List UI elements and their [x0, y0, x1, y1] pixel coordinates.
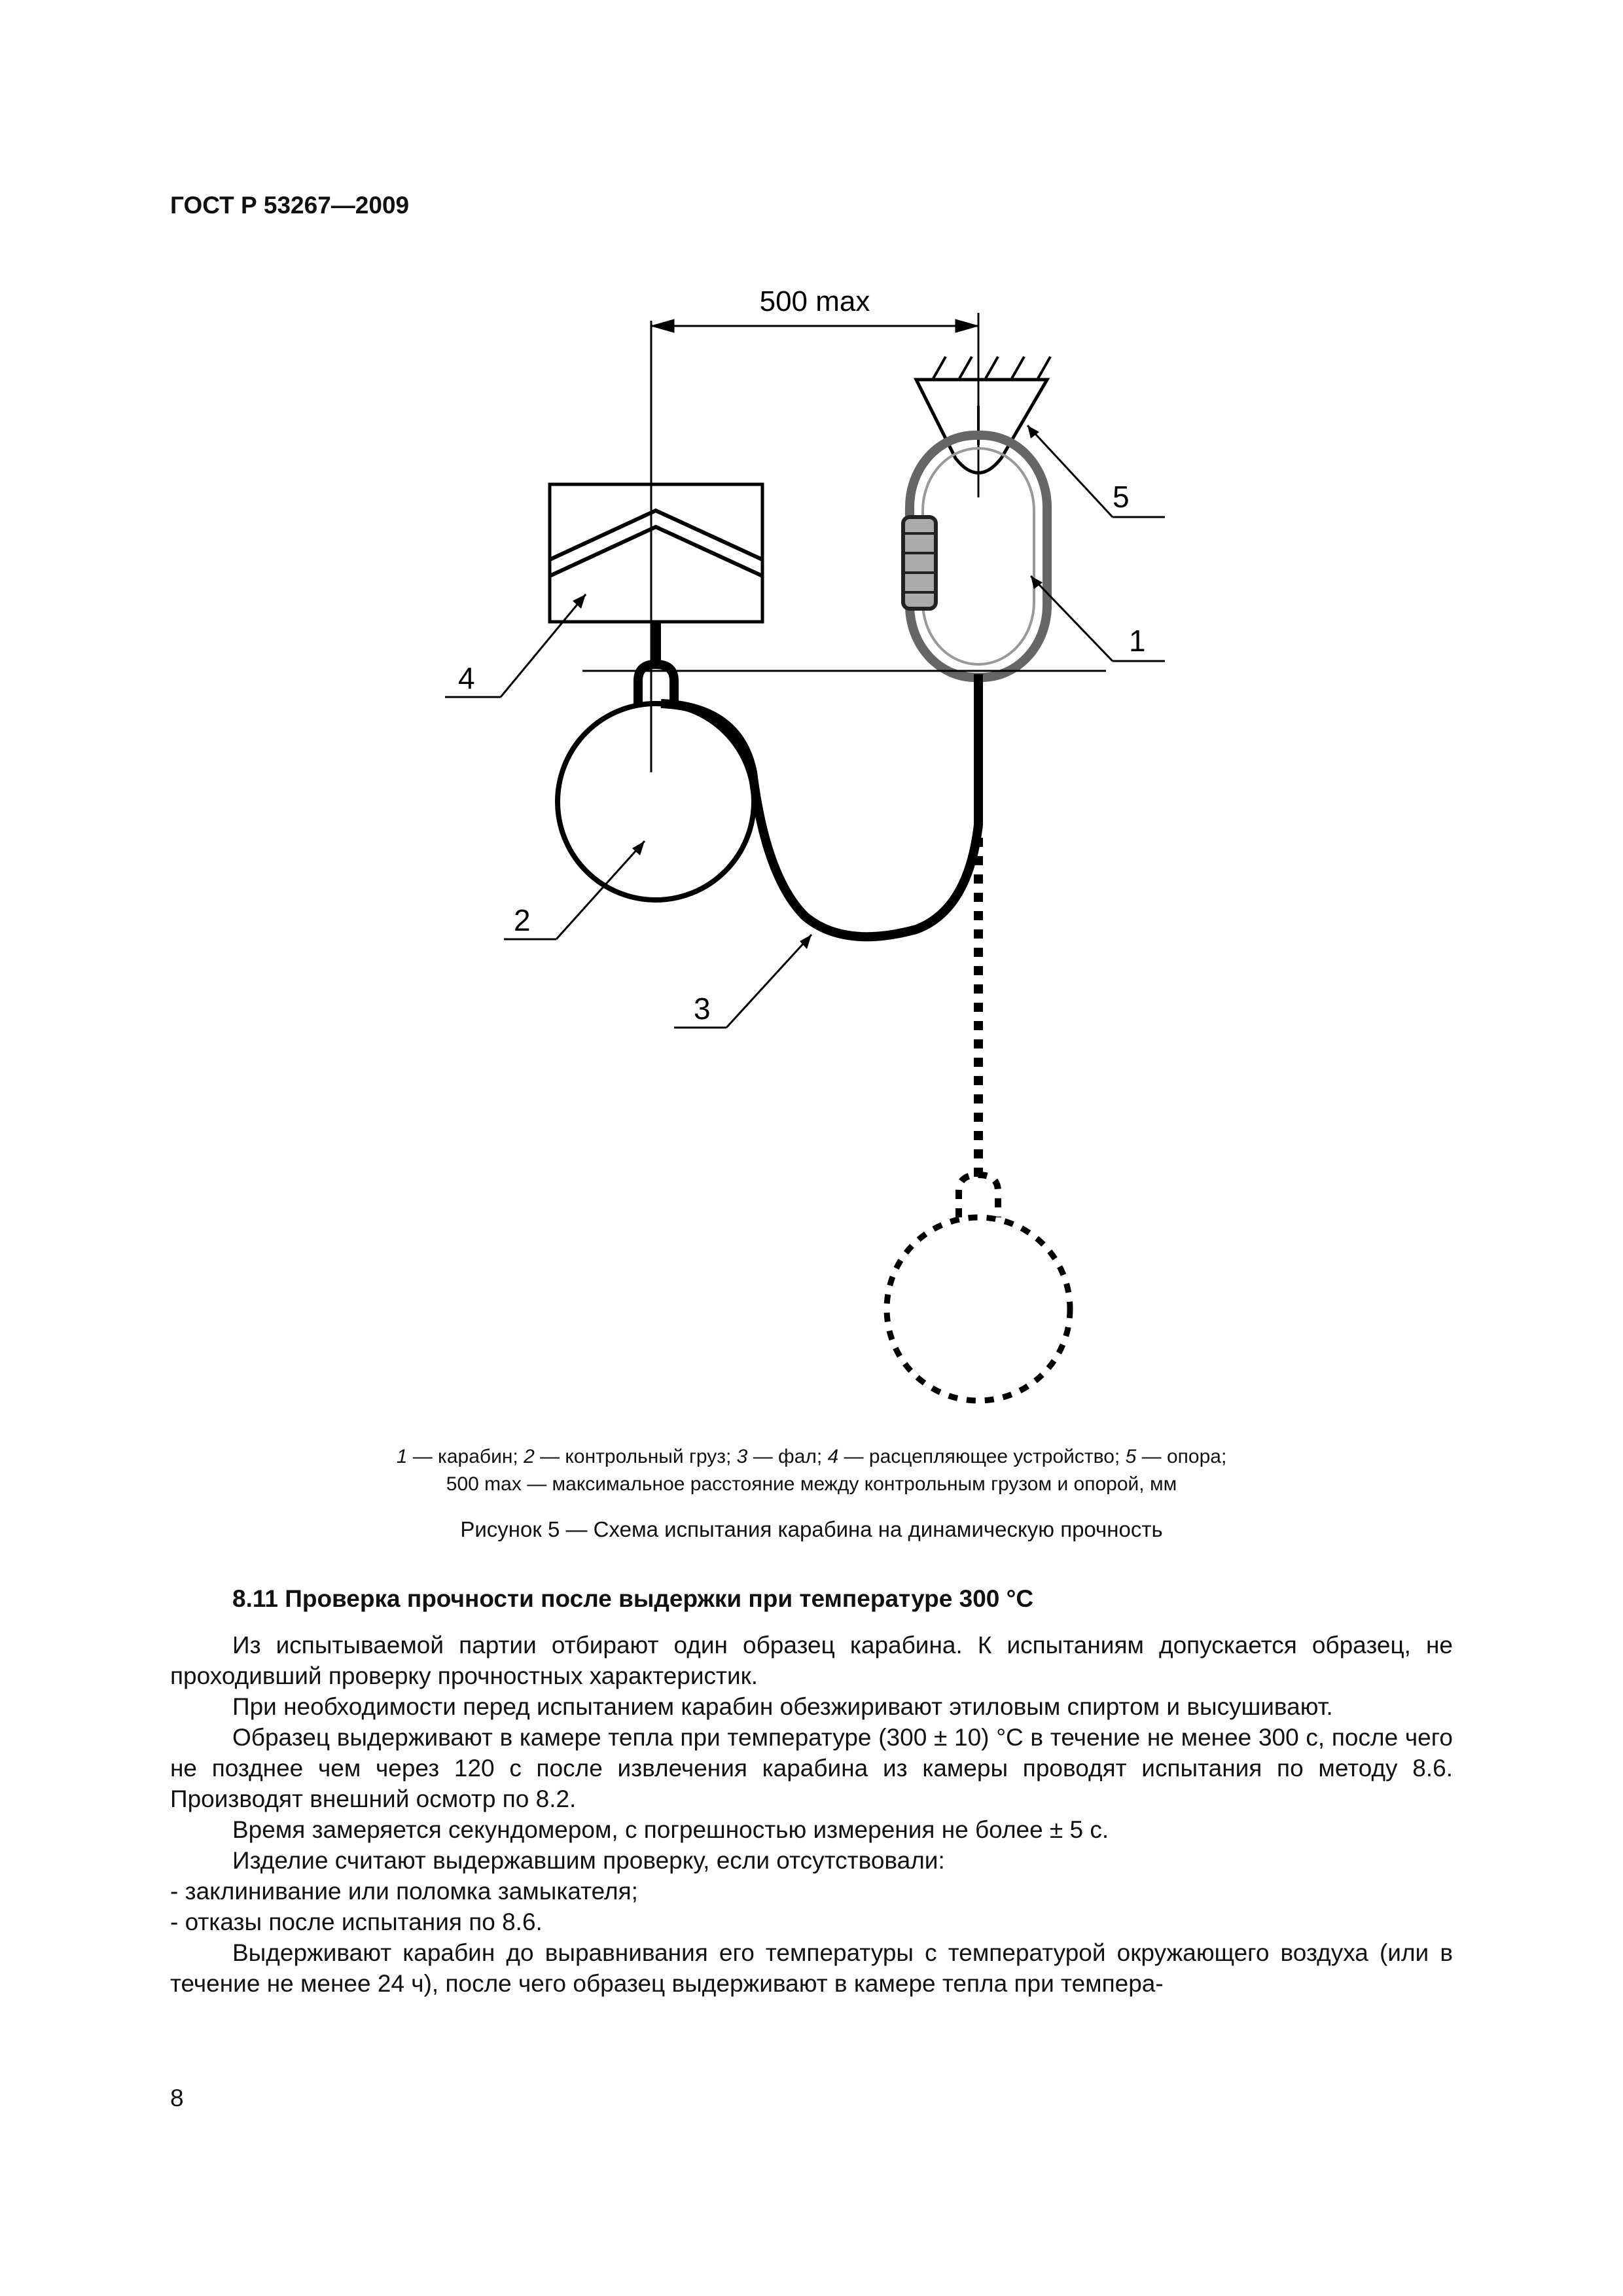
legend-num-2: 2 [524, 1446, 535, 1467]
paragraph: Выдерживают карабин до выравнивания его температуры с температурой окружающего воздуха (или в течение не менее 24 ч), после чего образец выдерживают в камере тепла при темпера- [170, 1939, 1453, 1997]
callout-3: 3 [694, 992, 711, 1026]
legend-text-4: — расцепляющее устройство; [838, 1446, 1126, 1467]
legend-text-5: — опора; [1136, 1446, 1227, 1467]
document-header: ГОСТ Р 53267—2009 [170, 192, 410, 219]
legend-text-3: — фал; [747, 1446, 828, 1467]
callout-4: 4 [458, 661, 475, 695]
page-number: 8 [170, 2085, 184, 2111]
dimension-label: 500 max [759, 285, 870, 317]
list-item: - отказы после испытания по 8.6. [170, 1909, 543, 1935]
legend-num-5: 5 [1125, 1446, 1137, 1467]
paragraph: При необходимости перед испытанием карабин обезжиривают этиловым спиртом и высушивают. [232, 1693, 1333, 1720]
release-device [550, 484, 762, 707]
legend-text-2: — контрольный груз; [534, 1446, 737, 1467]
legend-num-4: 4 [827, 1446, 839, 1467]
lanyard [661, 674, 978, 937]
paragraph: Время замеряется секундомером, с погрешностью измерения не более ± 5 с. [232, 1816, 1109, 1843]
callout-2: 2 [514, 903, 531, 937]
figure-legend-line2: 500 max — максимальное расстояние между контрольным грузом и опорой, мм [446, 1473, 1177, 1495]
paragraph: Образец выдерживают в камере тепла при температуре (300 ± 10) °С в течение не менее 300 с, после чего не позднее чем через 120 с после извлечения карабина из камеры проводят испытания по методу 8.6. Производят внешний осмотр по 8.2. [170, 1724, 1453, 1812]
body-text [170, 1630, 1453, 1999]
section-heading: 8.11 Проверка прочности после выдержки при температуре 300 °С [232, 1585, 1034, 1612]
callout-leaders [445, 425, 1165, 1028]
callout-1: 1 [1129, 624, 1146, 658]
control-weight [558, 704, 754, 900]
figure-legend-line1 [196, 1443, 1427, 1471]
dropped-weight-dashed [887, 838, 1070, 1401]
legend-num-3: 3 [736, 1446, 748, 1467]
figure-caption: Рисунок 5 — Схема испытания карабина на динамическую прочность [460, 1517, 1163, 1541]
legend-num-1: 1 [396, 1446, 408, 1467]
paragraph: Изделие считают выдержавшим проверку, если отсутствовали: [232, 1847, 945, 1874]
legend-text-1: — карабин; [407, 1446, 524, 1467]
paragraph: Из испытываемой партии отбирают один образец карабина. К испытаниям допускается образец, не проходивший проверку прочностных характеристик. [170, 1632, 1453, 1689]
list-item: - заклинивание или поломка замыкателя; [170, 1878, 638, 1905]
callout-5: 5 [1113, 480, 1130, 514]
